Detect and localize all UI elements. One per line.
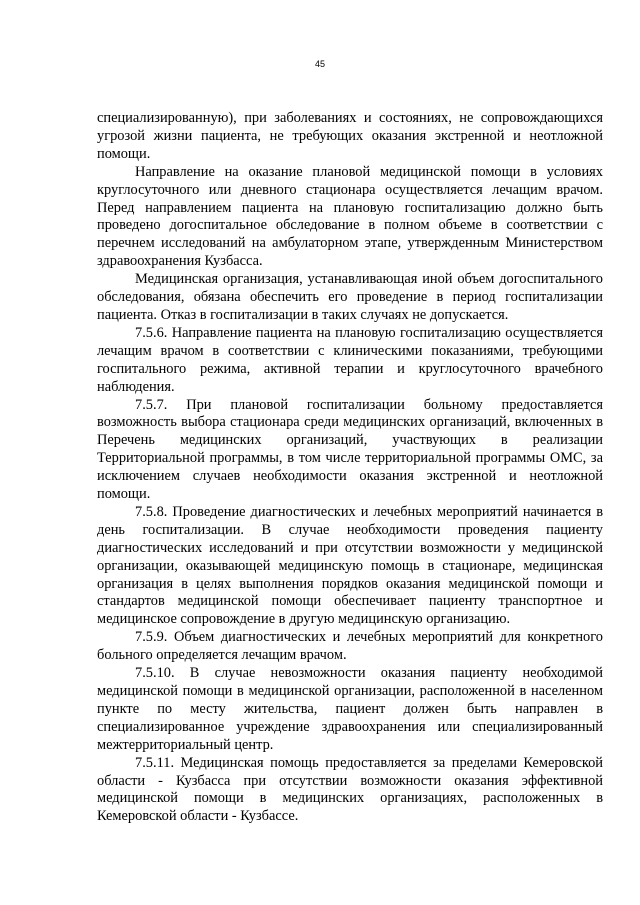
paragraph-other-examination: Медицинская организация, устанавливающая иной объем догоспитального обследования, обязана обеспечить его проведение в период госпитализации пациента. Отказ в госпитализации в таких случаях не допускается.: [97, 271, 603, 323]
page-number: 45: [314, 59, 325, 69]
paragraph-continuation: специализированную), при заболеваниях и состояниях, не сопровождающихся угрозой жизни пациента, не требующих оказания экстренной и неотложной помощи.: [97, 110, 603, 162]
paragraph-7-5-9: 7.5.9. Объем диагностических и лечебных мероприятий для конкретного больного определяется лечащим врачом.: [97, 629, 603, 664]
paragraph-7-5-7: 7.5.7. При плановой госпитализации больному предоставляется возможность выбора стационара среди медицинских организаций, включенных в Перечень медицинских организаций, участвующих в реализации Территориальной программы, в том числе территориальной программы ОМС, за исключением случаев необходимости оказания экстренной и неотложной помощи.: [97, 396, 603, 503]
document-body: [97, 110, 603, 826]
paragraph-7-5-6: 7.5.6. Направление пациента на плановую госпитализацию осуществляется лечащим врачом в соответствии с клиническими показаниями, требующими госпитального режима, активной терапии и круглосуточного врачебного наблюдения.: [97, 324, 603, 395]
paragraph-planned-referral: Направление на оказание плановой медицинской помощи в условиях круглосуточного или дневного стационара осуществляется лечащим врачом. Перед направлением пациента на плановую госпитализацию должно быть проведено догоспитальное обследование в полном объеме в соответствии с перечнем исследований на амбулаторном этапе, утвержденным Министерством здравоохранения Кузбасса.: [97, 163, 603, 270]
paragraph-7-5-8: 7.5.8. Проведение диагностических и лечебных мероприятий начинается в день госпитализации. В случае необходимости проведения пациенту диагностических исследований и при отсутствии возможности у медицинской организации, оказывающей медицинскую помощь в стационаре, медицинская организация в целях выполнения порядков оказания медицинской помощи и стандартов медицинской помощи обеспечивает пациенту транспортное и медицинское сопровождение в другую медицинскую организацию.: [97, 503, 603, 628]
paragraph-7-5-10: 7.5.10. В случае невозможности оказания пациенту необходимой медицинской помощи в медицинской организации, расположенной в населенном пункте по месту жительства, пациент должен быть направлен в специализированное учреждение здравоохранения или специализированный межтерриториальный центр.: [97, 665, 603, 753]
paragraph-7-5-11: 7.5.11. Медицинская помощь предоставляется за пределами Кемеровской области - Кузбасса при отсутствии возможности оказания эффективной медицинской помощи в медицинских организациях, расположенных в Кемеровской области - Кузбассе.: [97, 754, 603, 825]
